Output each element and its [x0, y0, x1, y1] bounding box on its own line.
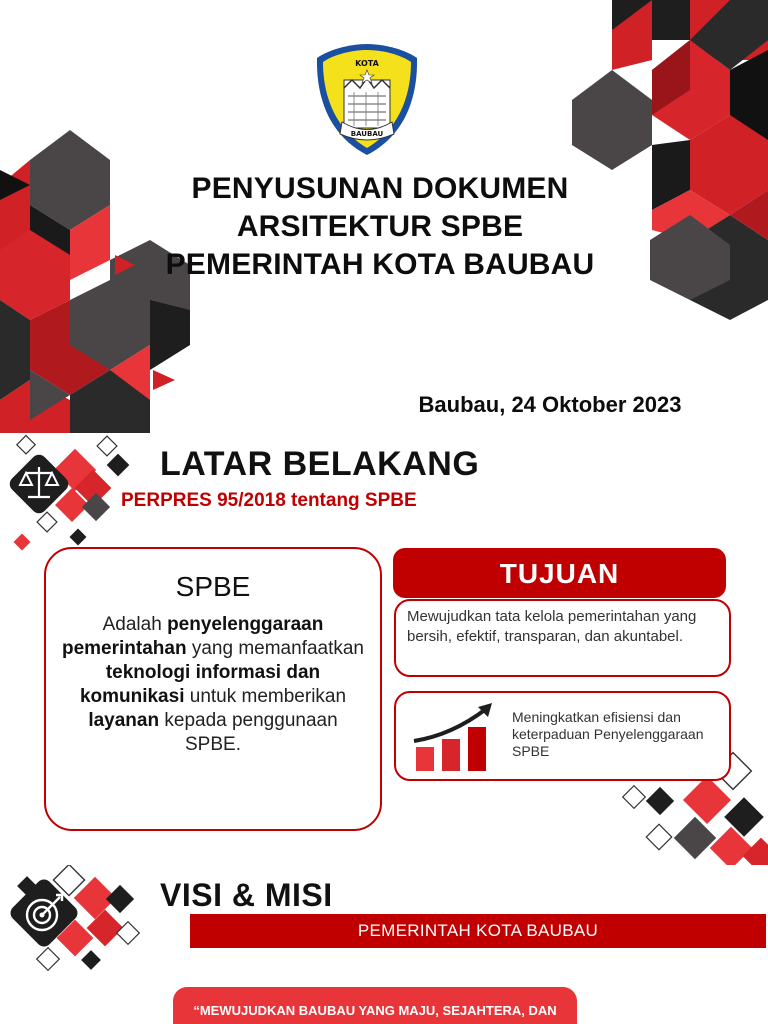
logo-bottom-text: BAUBAU	[350, 130, 384, 138]
tujuan-item-2	[394, 691, 731, 781]
latar-belakang-heading: LATAR BELAKANG	[160, 445, 480, 483]
spbe-text: kepada penggunaan SPBE.	[159, 710, 338, 755]
spbe-text: yang memanfaatkan	[186, 638, 365, 659]
spbe-text: untuk memberikan	[184, 686, 347, 707]
tujuan-title-bar: TUJUAN	[393, 548, 726, 598]
spbe-text-bold: teknologi informasi dan komunikasi	[79, 662, 321, 707]
cover-title-line-3: PEMERINTAH KOTA BAUBAU	[165, 248, 595, 281]
logo-top-text: KOTA	[355, 59, 379, 68]
cover-title-line-2: ARSITEKTUR SPBE	[236, 210, 524, 243]
cover-date: Baubau, 24 Oktober 2023	[418, 392, 682, 417]
pemerintah-band: PEMERINTAH KOTA BAUBAU	[190, 914, 766, 948]
kota-baubau-logo	[314, 42, 420, 157]
target-icon	[4, 873, 84, 953]
perpres-subheading: PERPRES 95/2018 tentang SPBE	[121, 490, 417, 511]
slide-latar-belakang	[0, 433, 768, 865]
tujuan-item-2-text: Meningkatkan efisiensi dan keterpaduan Penyelenggaraan SPBE	[512, 709, 704, 759]
spbe-text: Adalah	[102, 614, 168, 635]
cover-title	[120, 170, 640, 284]
growth-chart-icon	[412, 701, 498, 773]
spbe-text-bold: layanan	[88, 710, 160, 731]
spbe-text-bold: penyelenggaraan pemerintahan	[61, 614, 324, 659]
slide-cover	[0, 0, 768, 433]
spbe-card	[44, 547, 382, 831]
tujuan-item-1-text: Mewujudkan tata kelola pemerintahan yang bersih, efektif, transparan, dan akuntabel.	[407, 608, 697, 645]
visi-misi-heading: VISI & MISI	[160, 877, 333, 913]
scales-of-justice-icon	[4, 449, 74, 519]
spbe-card-title: SPBE	[175, 571, 251, 602]
spbe-card-body	[60, 613, 366, 757]
cover-title-line-1: PENYUSUNAN DOKUMEN	[191, 172, 569, 205]
slide-visi-misi	[0, 865, 768, 1024]
visi-quote-text: “MEWUJUDKAN BAUBAU YANG MAJU, SEJAHTERA, DAN	[193, 1003, 557, 1018]
tujuan-item-1	[394, 599, 731, 677]
visi-quote-box	[173, 987, 577, 1024]
